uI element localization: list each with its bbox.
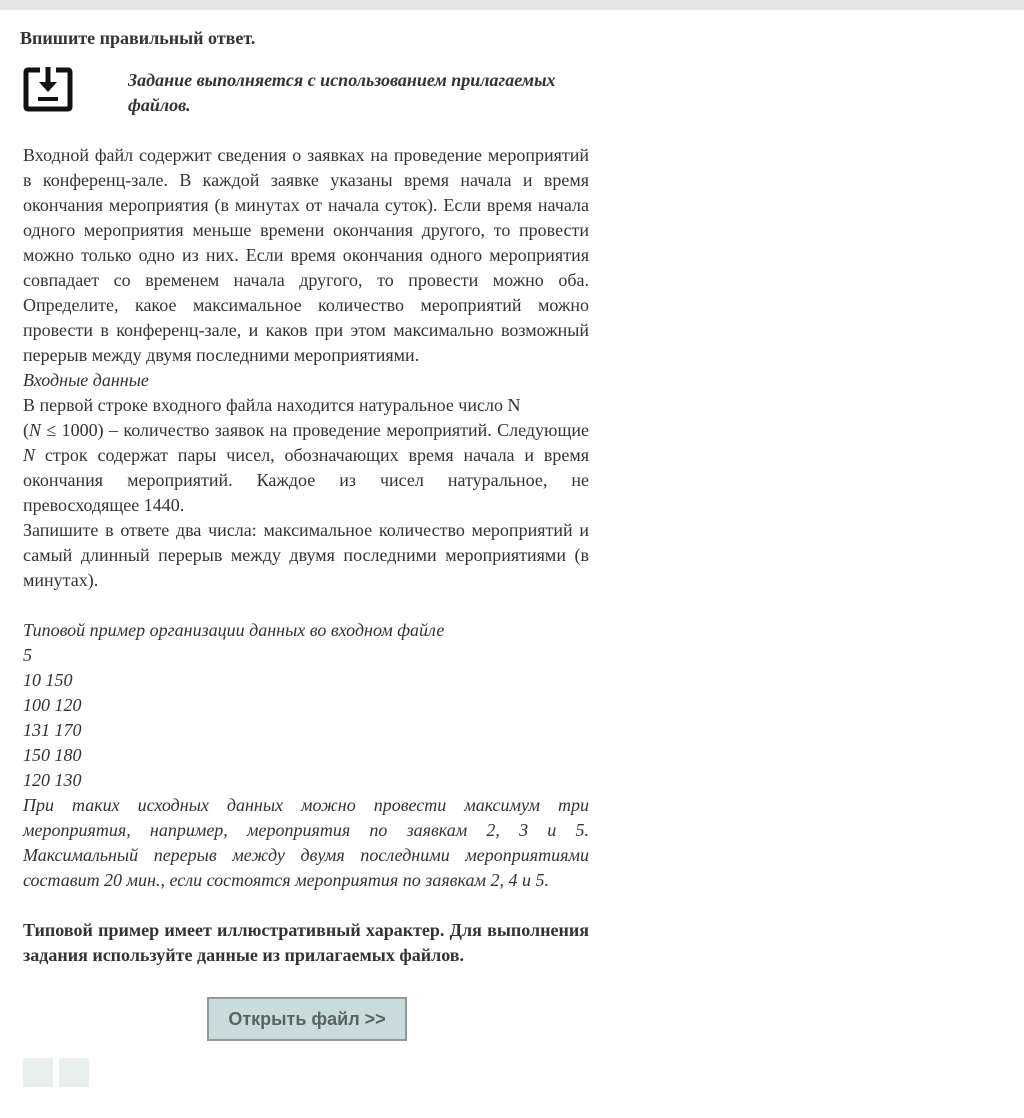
example-line: 131 170 <box>23 720 82 740</box>
top-bar <box>0 0 1024 10</box>
example-line: 5 <box>23 645 32 665</box>
nav-square-2[interactable] <box>59 1058 89 1087</box>
answer-instruction: Запишите в ответе два числа: максимальное количество мероприятий и самый длинный перерыв между двумя последними мероприятиями (в минутах). <box>23 520 589 590</box>
example-line: 150 180 <box>23 745 82 765</box>
download-icon[interactable] <box>23 67 73 112</box>
example-explanation: При таких исходных данных можно провести максимум три мероприятия, например, мероприятия по заявкам 2, 3 и 5. Максимальный перерыв между двумя последними мероприятиями составит 20 мин., если состоятся мероприятия по заявкам 2, 4 и 5. <box>23 795 589 890</box>
input-line: В первой строке входного файла находится натуральное число N <box>23 395 521 415</box>
open-file-button[interactable]: Открыть файл >> <box>207 997 407 1041</box>
nav-square-1[interactable] <box>23 1058 53 1087</box>
task-note: Задание выполняется с использованием прилагаемых файлов. <box>128 70 556 115</box>
example-heading: Типовой пример организации данных во входном файле <box>23 620 445 640</box>
instruction-heading: Впишите правильный ответ. <box>20 28 256 48</box>
input-heading: Входные данные <box>23 370 149 390</box>
problem-paragraph: Входной файл содержит сведения о заявках на проведение мероприятий в конференц-зале. В каждой заявке указаны время начала и время окончания мероприятия (в минутах от начала суток). Если время начала одного мероприятия меньше времени окончания другого, то провести можно только одно из них. Если время окончания одного мероприятия совпадает со временем начала другого, то провести можно оба. Определите, какое максимальное количество мероприятий можно провести в конференц-зале, и каков при этом максимально возможный перерыв между двумя последними мероприятиями. <box>23 145 589 365</box>
input-description: (N ≤ 1000) – количество заявок на проведение мероприятий. Следующие N строк содержат пары чисел, обозначающих время начала и время окончания мероприятий. Каждое из чисел натуральное, не превосходящее 1440. <box>23 420 589 515</box>
disclaimer: Типовой пример имеет иллюстративный характер. Для выполнения задания используйте данные из прилагаемых файлов. <box>23 920 589 965</box>
task-content <box>23 143 589 968</box>
example-line: 100 120 <box>23 695 82 715</box>
example-line: 10 150 <box>23 670 73 690</box>
example-line: 120 130 <box>23 770 82 790</box>
